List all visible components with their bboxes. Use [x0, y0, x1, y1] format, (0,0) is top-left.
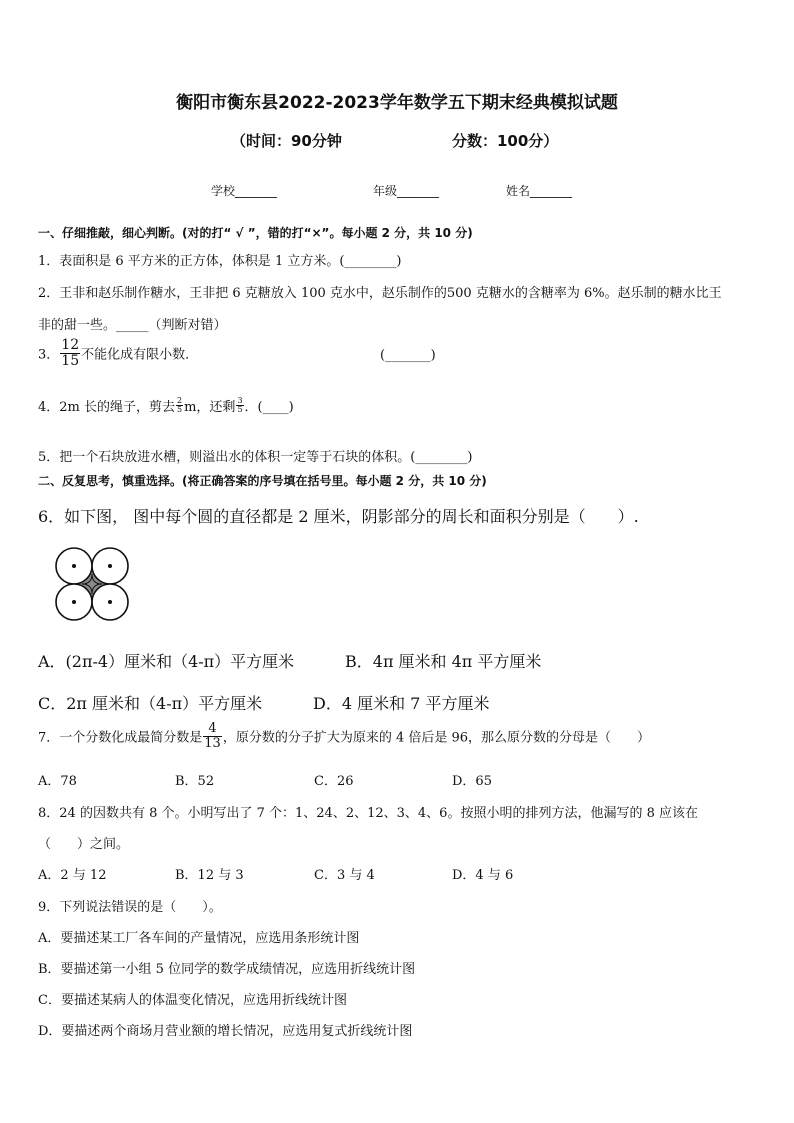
grade-field: 年级_______ [373, 184, 440, 198]
option-6b: B．4π 厘米和 4π 平方厘米 [345, 652, 542, 671]
question-4-blank: ．(____) [244, 400, 294, 415]
fraction-4-13 [203, 722, 222, 750]
option-7d: D．65 [452, 774, 492, 789]
question-3-blank: (_______) [380, 348, 436, 363]
question-3-text: 不能化成有限小数． [81, 347, 199, 363]
fraction-numerator: 12 [61, 337, 80, 353]
center-dot [108, 600, 112, 604]
question-4-mid: m，还剩 [184, 400, 236, 415]
exam-time: （时间：90分钟 [231, 132, 342, 150]
question-2-line1: 2．王非和赵乐制作糖水，王非把 6 克糖放入 100 克水中，赵乐制作的500 克糖水的含糖率为 6%。赵乐制的糖水比王 [38, 286, 722, 301]
question-2-line2: 非的甜一些。_____（判断对错） [38, 318, 227, 333]
fraction-numerator: 4 [203, 722, 222, 737]
center-dot [72, 564, 76, 568]
fraction-2-5 [176, 397, 183, 415]
fraction-numerator: 2 [177, 395, 183, 405]
question-9: 9．下列说法错误的是（ ）。 [38, 900, 222, 915]
fraction-denominator: 13 [204, 735, 221, 751]
option-6c: C．2π 厘米和（4-π）平方厘米 [38, 694, 263, 713]
option-6a: A．(2π-4）厘米和（4-π）平方厘米 [38, 652, 295, 671]
question-8-line1: 8．24 的因数共有 8 个。小明写出了 7 个：1、24、2、12、3、4、6。按照小明的排列方法，他漏写的 8 应该在 [38, 806, 698, 821]
question-7-suffix: ，原分数的分子扩大为原来的 4 倍后是 96，那么原分数的分母是（ ） [222, 730, 651, 746]
option-9a: A．要描述某工厂各车间的产量情况，应选用条形统计图 [38, 931, 360, 946]
question-4 [38, 396, 294, 415]
question-7 [38, 722, 650, 750]
fraction-12-15 [60, 338, 80, 368]
fraction-denominator: 5 [177, 405, 183, 414]
option-9b: B．要描述第一小组 5 位同学的数学成绩情况，应选用折线统计图 [38, 962, 416, 977]
option-8c: C．3 与 4 [314, 868, 375, 883]
question-3 [38, 338, 198, 368]
option-8a: A．2 与 12 [38, 868, 107, 883]
fraction-3-5 [236, 397, 243, 415]
exam-score: 分数：100分） [452, 132, 559, 150]
fraction-denominator: 15 [61, 352, 80, 369]
question-4-prefix: 4．2m 长的绳子，剪去 [38, 400, 176, 415]
option-7a: A．78 [38, 774, 77, 789]
question-1: 1．表面积是 6 平方米的正方体，体积是 1 立方米。(________) [38, 254, 402, 269]
exam-title: 衡阳市衡东县2022-2023学年数学五下期末经典模拟试题 [176, 93, 618, 113]
section1-heading: 一、仔细推敲，细心判断。(对的打“ √ ”，错的打“×”。每小题 2 分，共 10 分) [38, 226, 473, 240]
question-6: 6．如下图， 图中每个圆的直径都是 2 厘米，阴影部分的周长和面积分别是（ ）. [38, 507, 639, 526]
question-3-prefix: 3． [38, 347, 60, 363]
option-7c: C．26 [314, 774, 354, 789]
school-field: 学校_______ [211, 184, 278, 198]
center-dot [72, 600, 76, 604]
center-dot [108, 564, 112, 568]
question-5: 5．把一个石块放进水槽，则溢出水的体积一定等于石块的体积。(________) [38, 450, 473, 465]
name-field: 姓名_______ [506, 184, 573, 198]
option-9d: D．要描述两个商场月营业额的增长情况，应选用复式折线统计图 [38, 1024, 413, 1039]
option-6d: D．4 厘米和 7 平方厘米 [313, 694, 490, 713]
option-8b: B．12 与 3 [175, 868, 244, 883]
fraction-numerator: 3 [237, 395, 243, 405]
fraction-denominator: 5 [237, 405, 243, 414]
question-7-prefix: 7．一个分数化成最简分数是 [38, 730, 203, 746]
four-circles-figure [50, 546, 136, 626]
option-8d: D．4 与 6 [452, 868, 514, 883]
option-7b: B．52 [175, 774, 215, 789]
question-8-line2: （ ）之间。 [38, 837, 130, 852]
section2-heading: 二、反复思考，慎重选择。(将正确答案的序号填在括号里。每小题 2 分，共 10 分) [38, 474, 487, 488]
option-9c: C．要描述某病人的体温变化情况，应选用折线统计图 [38, 993, 347, 1008]
